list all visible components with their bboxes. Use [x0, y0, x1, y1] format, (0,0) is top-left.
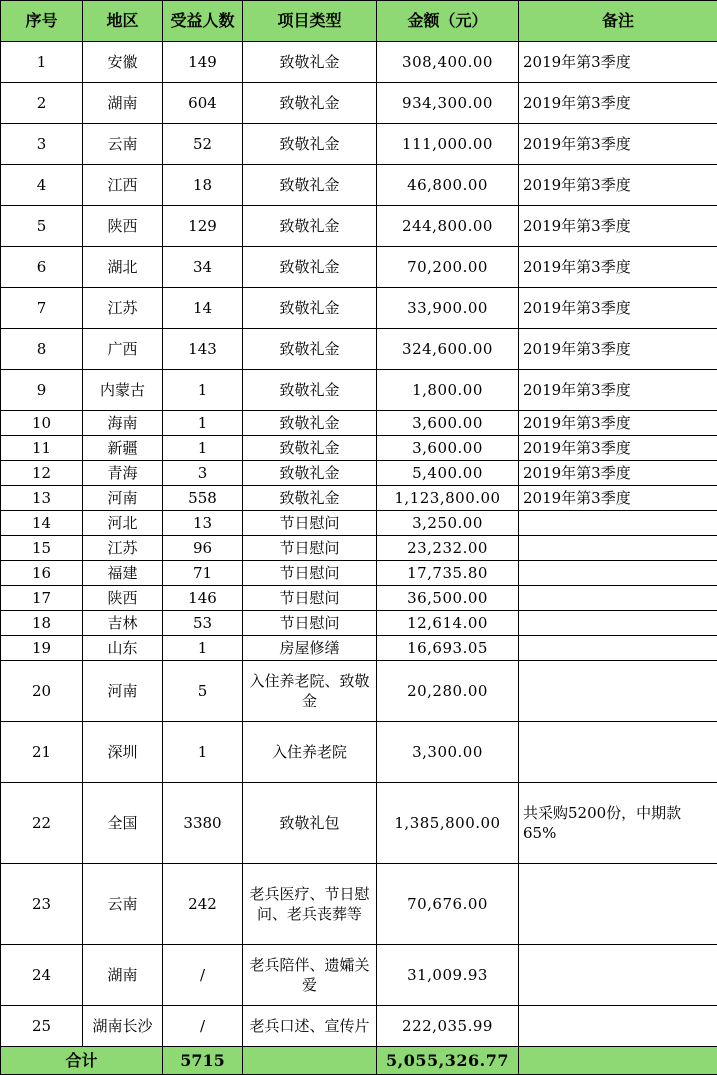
cell-remark: 2019年第3季度 [519, 436, 717, 461]
cell-region: 青海 [83, 461, 163, 486]
cell-amount: 1,385,800.00 [377, 783, 519, 864]
cell-region: 云南 [83, 864, 163, 945]
cell-seq: 11 [1, 436, 83, 461]
cell-amount: 308,400.00 [377, 42, 519, 83]
table-row [1, 436, 717, 461]
cell-remark [519, 945, 717, 1006]
header-project-type: 项目类型 [243, 1, 377, 42]
cell-region: 海南 [83, 411, 163, 436]
header-region: 地区 [83, 1, 163, 42]
table-row [1, 945, 717, 1006]
cell-region: 湖北 [83, 247, 163, 288]
cell-amount: 3,600.00 [377, 411, 519, 436]
table-row [1, 636, 717, 661]
table-row [1, 486, 717, 511]
cell-project-type: 老兵陪伴、遗孀关爱 [243, 945, 377, 1006]
table-row [1, 611, 717, 636]
table-row [1, 536, 717, 561]
cell-region: 河北 [83, 511, 163, 536]
table-row [1, 1006, 717, 1047]
header-seq: 序号 [1, 1, 83, 42]
table-row [1, 329, 717, 370]
cell-beneficiaries: 129 [163, 206, 243, 247]
cell-remark: 2019年第3季度 [519, 411, 717, 436]
table-row [1, 124, 717, 165]
cell-project-type: 老兵医疗、节日慰问、老兵丧葬等 [243, 864, 377, 945]
cell-seq: 23 [1, 864, 83, 945]
cell-region: 内蒙古 [83, 370, 163, 411]
cell-seq: 21 [1, 722, 83, 783]
cell-region: 陕西 [83, 206, 163, 247]
cell-beneficiaries: 14 [163, 288, 243, 329]
header-beneficiaries: 受益人数 [163, 1, 243, 42]
header-amount: 金额（元） [377, 1, 519, 42]
cell-region: 新疆 [83, 436, 163, 461]
cell-project-type: 致敬礼金 [243, 42, 377, 83]
cell-remark [519, 536, 717, 561]
cell-project-type: 致敬礼金 [243, 124, 377, 165]
table-row [1, 247, 717, 288]
cell-seq: 16 [1, 561, 83, 586]
cell-remark: 2019年第3季度 [519, 165, 717, 206]
cell-region: 湖南 [83, 945, 163, 1006]
cell-amount: 46,800.00 [377, 165, 519, 206]
cell-amount: 1,800.00 [377, 370, 519, 411]
cell-project-type: 房屋修缮 [243, 636, 377, 661]
table-row [1, 511, 717, 536]
cell-seq: 5 [1, 206, 83, 247]
cell-seq: 8 [1, 329, 83, 370]
cell-project-type: 致敬礼金 [243, 411, 377, 436]
cell-project-type: 老兵口述、宣传片 [243, 1006, 377, 1047]
cell-project-type: 节日慰问 [243, 611, 377, 636]
cell-remark: 2019年第3季度 [519, 83, 717, 124]
cell-remark [519, 561, 717, 586]
table-row [1, 783, 717, 864]
cell-amount: 23,232.00 [377, 536, 519, 561]
cell-amount: 17,735.80 [377, 561, 519, 586]
cell-seq: 19 [1, 636, 83, 661]
cell-remark [519, 722, 717, 783]
cell-project-type: 致敬礼金 [243, 329, 377, 370]
table-row [1, 206, 717, 247]
table-row [1, 586, 717, 611]
cell-beneficiaries: 3 [163, 461, 243, 486]
cell-project-type: 致敬礼金 [243, 206, 377, 247]
cell-beneficiaries: 146 [163, 586, 243, 611]
cell-seq: 6 [1, 247, 83, 288]
cell-remark: 2019年第3季度 [519, 461, 717, 486]
cell-project-type: 入住养老院、致敬金 [243, 661, 377, 722]
cell-region: 河南 [83, 486, 163, 511]
cell-beneficiaries: 18 [163, 165, 243, 206]
cell-remark [519, 511, 717, 536]
table-row [1, 461, 717, 486]
cell-seq: 7 [1, 288, 83, 329]
cell-amount: 20,280.00 [377, 661, 519, 722]
cell-seq: 12 [1, 461, 83, 486]
cell-remark [519, 1006, 717, 1047]
cell-beneficiaries: 1 [163, 370, 243, 411]
cell-amount: 3,300.00 [377, 722, 519, 783]
total-row [1, 1047, 717, 1075]
cell-remark: 2019年第3季度 [519, 288, 717, 329]
table-row [1, 561, 717, 586]
cell-project-type: 致敬礼金 [243, 83, 377, 124]
cell-seq: 4 [1, 165, 83, 206]
total-amount: 5,055,326.77 [377, 1047, 519, 1075]
cell-beneficiaries: / [163, 945, 243, 1006]
cell-beneficiaries: 1 [163, 722, 243, 783]
cell-project-type: 节日慰问 [243, 586, 377, 611]
cell-amount: 70,676.00 [377, 864, 519, 945]
cell-amount: 3,600.00 [377, 436, 519, 461]
cell-remark [519, 636, 717, 661]
cell-amount: 324,600.00 [377, 329, 519, 370]
cell-remark: 2019年第3季度 [519, 486, 717, 511]
cell-region: 吉林 [83, 611, 163, 636]
cell-amount: 5,400.00 [377, 461, 519, 486]
cell-amount: 1,123,800.00 [377, 486, 519, 511]
cell-beneficiaries: 3380 [163, 783, 243, 864]
cell-amount: 36,500.00 [377, 586, 519, 611]
cell-project-type: 致敬礼包 [243, 783, 377, 864]
cell-region: 陕西 [83, 586, 163, 611]
cell-remark: 2019年第3季度 [519, 329, 717, 370]
header-remark: 备注 [519, 1, 717, 42]
cell-remark: 2019年第3季度 [519, 370, 717, 411]
cell-project-type: 致敬礼金 [243, 288, 377, 329]
table-row [1, 83, 717, 124]
cell-remark [519, 586, 717, 611]
cell-beneficiaries: 52 [163, 124, 243, 165]
cell-region: 云南 [83, 124, 163, 165]
cell-beneficiaries: 34 [163, 247, 243, 288]
cell-region: 湖南长沙 [83, 1006, 163, 1047]
cell-remark [519, 611, 717, 636]
cell-beneficiaries: 143 [163, 329, 243, 370]
total-label: 合计 [1, 1047, 163, 1075]
cell-project-type: 节日慰问 [243, 511, 377, 536]
cell-project-type: 节日慰问 [243, 536, 377, 561]
table-row [1, 661, 717, 722]
cell-region: 江西 [83, 165, 163, 206]
cell-beneficiaries: 604 [163, 83, 243, 124]
cell-remark: 2019年第3季度 [519, 124, 717, 165]
cell-project-type: 致敬礼金 [243, 247, 377, 288]
cell-beneficiaries: 1 [163, 411, 243, 436]
cell-amount: 31,009.93 [377, 945, 519, 1006]
table-row [1, 42, 717, 83]
cell-seq: 17 [1, 586, 83, 611]
cell-project-type: 致敬礼金 [243, 165, 377, 206]
cell-remark: 2019年第3季度 [519, 206, 717, 247]
cell-project-type: 致敬礼金 [243, 370, 377, 411]
cell-remark: 2019年第3季度 [519, 247, 717, 288]
cell-amount: 111,000.00 [377, 124, 519, 165]
cell-beneficiaries: 71 [163, 561, 243, 586]
cell-seq: 18 [1, 611, 83, 636]
cell-amount: 33,900.00 [377, 288, 519, 329]
cell-beneficiaries: 242 [163, 864, 243, 945]
cell-seq: 13 [1, 486, 83, 511]
cell-seq: 14 [1, 511, 83, 536]
cell-seq: 10 [1, 411, 83, 436]
cell-region: 湖南 [83, 83, 163, 124]
cell-amount: 70,200.00 [377, 247, 519, 288]
cell-beneficiaries: 558 [163, 486, 243, 511]
cell-remark [519, 661, 717, 722]
cell-remark: 共采购5200份，中期款65% [519, 783, 717, 864]
table-row [1, 370, 717, 411]
cell-seq: 3 [1, 124, 83, 165]
cell-amount: 12,614.00 [377, 611, 519, 636]
table-row [1, 411, 717, 436]
cell-region: 福建 [83, 561, 163, 586]
cell-project-type: 入住养老院 [243, 722, 377, 783]
cell-seq: 20 [1, 661, 83, 722]
cell-region: 山东 [83, 636, 163, 661]
header-row [1, 1, 717, 42]
cell-region: 广西 [83, 329, 163, 370]
cell-project-type: 致敬礼金 [243, 486, 377, 511]
table-row [1, 722, 717, 783]
cell-region: 安徽 [83, 42, 163, 83]
cell-amount: 222,035.99 [377, 1006, 519, 1047]
cell-beneficiaries: 1 [163, 636, 243, 661]
total-beneficiaries: 5715 [163, 1047, 243, 1075]
cell-seq: 2 [1, 83, 83, 124]
cell-amount: 16,693.05 [377, 636, 519, 661]
cell-remark [519, 864, 717, 945]
total-remark-empty [519, 1047, 717, 1075]
cell-seq: 24 [1, 945, 83, 1006]
total-project-type-empty [243, 1047, 377, 1075]
table-row [1, 288, 717, 329]
cell-beneficiaries: 53 [163, 611, 243, 636]
cell-region: 全国 [83, 783, 163, 864]
cell-project-type: 致敬礼金 [243, 436, 377, 461]
cell-beneficiaries: 149 [163, 42, 243, 83]
cell-region: 河南 [83, 661, 163, 722]
cell-beneficiaries: 1 [163, 436, 243, 461]
cell-beneficiaries: 5 [163, 661, 243, 722]
cell-project-type: 致敬礼金 [243, 461, 377, 486]
cell-beneficiaries: / [163, 1006, 243, 1047]
cell-seq: 25 [1, 1006, 83, 1047]
cell-beneficiaries: 96 [163, 536, 243, 561]
table-row [1, 165, 717, 206]
cell-region: 深圳 [83, 722, 163, 783]
cell-seq: 1 [1, 42, 83, 83]
cell-amount: 3,250.00 [377, 511, 519, 536]
table-row [1, 864, 717, 945]
cell-region: 江苏 [83, 288, 163, 329]
cell-region: 江苏 [83, 536, 163, 561]
cell-beneficiaries: 13 [163, 511, 243, 536]
cell-project-type: 节日慰问 [243, 561, 377, 586]
cell-seq: 22 [1, 783, 83, 864]
cell-seq: 9 [1, 370, 83, 411]
cell-remark: 2019年第3季度 [519, 42, 717, 83]
cell-amount: 244,800.00 [377, 206, 519, 247]
cell-amount: 934,300.00 [377, 83, 519, 124]
cell-seq: 15 [1, 536, 83, 561]
